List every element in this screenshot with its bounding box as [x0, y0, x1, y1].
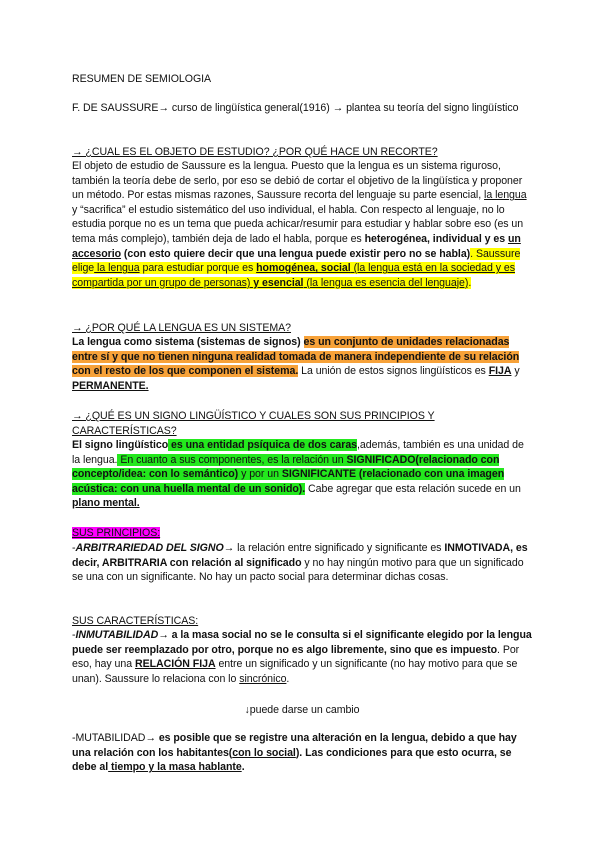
text-run: → a la masa social no se le consulta si el significante elegido por la lengua puede ser reemplazado por otro, porque no es algo libremente, sino que es impuesto	[72, 629, 532, 656]
section-sistema-heading: → ¿POR QUÉ LA LENGUA ES UN SISTEMA?	[72, 322, 292, 334]
text-run: Cabe agregar que esta relación sucede en un	[305, 482, 521, 495]
section-signo-heading: → ¿QUÉ ES UN SIGNO LINGÜÍSTICO Y CUALES SON SUS PRINCIPIOS Y CARACTERÍSTICAS?	[72, 410, 435, 437]
highlight-run: para estudiar porque es	[139, 262, 257, 275]
highlight-run: En cuanto a sus componentes, es la relación un	[117, 453, 347, 466]
section-signo-paragraph	[72, 438, 532, 511]
text-run: , es decir,	[72, 542, 528, 569]
text-run: ,además, también es una unidad de la lengua.	[72, 439, 524, 466]
mutabilidad-paragraph	[72, 731, 532, 775]
highlight-run: (la lengua es esencia del lenguaje)	[303, 276, 469, 289]
text-run: y “sacrifica” el estudio sistemático del uso individual, el habla. Con respecto al lenguaje, no lo estudia porque no es un tema que pueda achicar/resumir para estudiar y hablar sobre eso (es un tema más complejo), también deja de lado el habla, porque es	[72, 203, 524, 245]
text-run: ARBITRARIEDAD DEL SIGNO	[75, 542, 224, 554]
text-run: .	[241, 761, 245, 774]
text-run: → la relación entre significado y significante es	[223, 542, 445, 554]
highlight-run: es un conjunto de unidades relacionadas entre sí y que no tienen ninguna realidad tomada de manera independiente de su relación con el resto de los que componen el sistema.	[72, 336, 520, 378]
text-run: es posible que se registre una alteración en la lengua, debido a que hay una relación con los habitantes(	[72, 732, 517, 759]
principios-heading	[72, 526, 532, 541]
text-run: la lengua	[484, 189, 527, 202]
text-run: .	[286, 672, 290, 685]
intro-paragraph: F. DE SAUSSURE→ curso de lingüística general(1916) → plantea su teoría del signo lingüístico	[72, 102, 519, 114]
text-run: . Por eso, hay una	[72, 643, 520, 671]
section-objeto-heading: → ¿CUAL ES EL OBJETO DE ESTUDIO? ¿POR QUÉ HACE UN RECORTE?	[72, 146, 438, 158]
text-run: entre un significado y un significante (no hay motivo para que se unan). Saussure lo relaciona con lo	[72, 658, 518, 685]
text-run: -	[72, 629, 76, 641]
text-run: RELACIÓN FIJA	[134, 658, 216, 671]
text-run: heterogénea, individual y es	[364, 232, 508, 245]
highlight-run: y por un	[238, 468, 282, 481]
cambio-note: ↓puede darse un cambio	[244, 704, 360, 716]
highlight-run: (relacionado con una imagen acústica: con una huella mental de un sonido).	[72, 468, 505, 495]
text-run: plano mental.	[72, 497, 140, 510]
highlight-run: . Saussure elige	[72, 247, 521, 275]
highlight-run: la lengua	[94, 262, 140, 275]
text-run: FIJA	[488, 365, 512, 378]
text-run: sincrónico	[239, 672, 287, 685]
caracteristicas-heading: SUS CARACTERÍSTICAS:	[72, 615, 199, 627]
highlight-run: (la lengua está en la sociedad y es compartida por un grupo de personas)	[72, 262, 515, 289]
highlight-run: SIGNIFICADO(relacionado con concepto/idea: con lo semántico)	[72, 453, 500, 481]
text-run: ARBITRARIA con relación al significado	[101, 556, 302, 569]
section-sistema-paragraph	[72, 335, 532, 393]
text-run: y	[511, 365, 520, 378]
text-run: con lo social	[232, 746, 296, 759]
text-run: un accesorio	[72, 232, 521, 260]
highlight-run: SUS PRINCIPIOS:	[72, 527, 161, 539]
highlight-run: homogénea, social	[256, 262, 351, 275]
section-objeto-paragraph	[72, 159, 532, 290]
text-run: INMOTIVADA	[444, 542, 511, 554]
text-run: INMUTABILIDAD	[75, 629, 159, 641]
caracteristicas-paragraph	[72, 628, 532, 686]
principios-paragraph	[72, 541, 532, 585]
highlight-run: .	[468, 276, 472, 289]
text-run: tiempo y la masa hablante	[108, 761, 242, 774]
text-run: (con esto quiere decir que una lengua puede existir pero no se habla)	[121, 247, 471, 260]
text-run: -	[72, 542, 76, 554]
text-run: La unión de estos signos lingüísticos es	[298, 365, 489, 378]
text-run: El objeto de estudio de Saussure es la lengua. Puesto que la lengua es un sistema riguroso, también la teoría debe de serlo, por eso se debió de cortar el objetivo de la lingüística y proponer un método. Por estas mismas razones, Saussure recorta del lenguaje su parte esencial,	[72, 160, 523, 202]
highlight-run: y esencial	[253, 276, 304, 289]
document-title: RESUMEN DE SEMIOLOGIA	[72, 73, 212, 85]
text-run: PERMANENTE.	[72, 379, 149, 392]
highlight-run: es una entidad psíquica de dos caras	[168, 439, 358, 451]
highlight-run: SIGNIFICANTE	[281, 468, 356, 481]
text-run: ). Las condiciones para que esto ocurra, se debe al	[72, 746, 512, 774]
text-run: La lengua como sistema (sistemas de signos)	[72, 336, 304, 348]
text-run: El signo lingüístico	[72, 439, 169, 451]
text-run: -MUTABILIDAD→	[72, 732, 159, 744]
text-run: y no hay ningún motivo para que un significado se una con un significante. No hay un pacto social para determinar dichas cosas.	[72, 556, 524, 584]
